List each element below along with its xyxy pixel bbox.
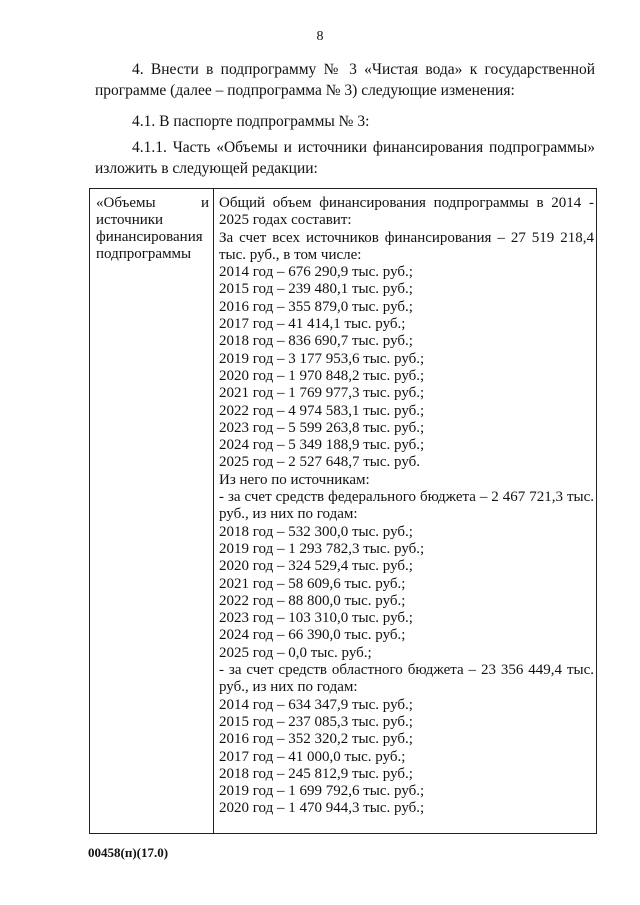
total-by-year-list xyxy=(219,264,594,472)
year-amount-line: 2021 год – 58 609,6 тыс. руб.; xyxy=(219,575,406,592)
year-amount-line: 2023 год – 103 310,0 тыс. руб.; xyxy=(219,610,413,627)
page-number: 8 xyxy=(316,29,324,44)
federal-by-year-list xyxy=(219,524,594,662)
year-amount-line: 2025 год – 0,0 тыс. руб.; xyxy=(219,644,372,661)
year-amount-line: 2015 год – 237 085,3 тыс. руб.; xyxy=(219,713,413,730)
year-amount-line: 2017 год – 41 000,0 тыс. руб.; xyxy=(219,748,406,765)
year-amount-line: 2018 год – 836 690,7 тыс. руб.; xyxy=(219,333,413,350)
year-amount-line: 2020 год – 1 970 848,2 тыс. руб.; xyxy=(219,367,425,384)
paragraph-amendment-intro: 4. Внести в подпрограмму № 3 «Чистая вода» к государственной программе (далее – подпрограмма № 3) следующие изменения: xyxy=(95,61,595,99)
paragraph-part-funding: 4.1.1. Часть «Объемы и источники финансирования подпрограммы» изложить в следующей редакции: xyxy=(95,139,595,177)
year-amount-line: 2020 год – 1 470 944,3 тыс. руб.; xyxy=(219,800,425,817)
body-paragraph xyxy=(95,137,595,179)
year-amount-line: 2016 год – 352 320,2 тыс. руб.; xyxy=(219,731,413,748)
regional-budget-line: - за счет средств областного бюджета – 23 356 449,4 тыс. руб., из них по годам: xyxy=(219,662,594,696)
year-amount-line: 2019 год – 3 177 953,6 тыс. руб.; xyxy=(219,350,425,367)
year-amount-line: 2019 год – 1 293 782,3 тыс. руб.; xyxy=(219,540,425,557)
paragraph-passport: 4.1. В паспорте подпрограммы № 3: xyxy=(132,113,370,130)
year-amount-line: 2015 год – 239 480,1 тыс. руб.; xyxy=(219,281,413,298)
year-amount-line: 2014 год – 676 290,9 тыс. руб.; xyxy=(219,264,413,281)
funding-row-label: «Объемы и источники финансирования подпрограммы xyxy=(96,195,209,262)
year-amount-line: 2024 год – 66 390,0 тыс. руб.; xyxy=(219,627,406,644)
year-amount-line: 2022 год – 4 974 583,1 тыс. руб.; xyxy=(219,402,425,419)
year-amount-line: 2023 год – 5 599 263,8 тыс. руб.; xyxy=(219,419,425,436)
table-left-cell xyxy=(90,189,214,833)
body-paragraph xyxy=(95,59,595,101)
table-right-cell xyxy=(214,189,597,833)
funding-table xyxy=(89,188,597,834)
document-code: 00458(п)(17.0) xyxy=(88,845,169,860)
funding-intro: Общий объем финансирования подпрограммы в 2014 - 2025 годах составит: xyxy=(219,195,594,229)
year-amount-line: 2014 год – 634 347,9 тыс. руб.; xyxy=(219,696,413,713)
federal-budget-line: - за счет средств федерального бюджета – 2 467 721,3 тыс. руб., из них по годам: xyxy=(219,489,594,523)
year-amount-line: 2020 год – 324 529,4 тыс. руб.; xyxy=(219,558,413,575)
year-amount-line: 2024 год – 5 349 188,9 тыс. руб.; xyxy=(219,437,425,454)
regional-by-year-list xyxy=(219,697,594,818)
body-paragraph xyxy=(95,111,595,132)
year-amount-line: 2017 год – 41 414,1 тыс. руб.; xyxy=(219,316,406,333)
funding-total-line: За счет всех источников финансирования – 27 519 218,4 тыс. руб., в том числе: xyxy=(219,229,594,263)
sources-heading: Из него по источникам: xyxy=(219,471,370,488)
year-amount-line: 2016 год – 355 879,0 тыс. руб.; xyxy=(219,298,413,315)
year-amount-line: 2018 год – 245 812,9 тыс. руб.; xyxy=(219,765,413,782)
year-amount-line: 2018 год – 532 300,0 тыс. руб.; xyxy=(219,523,413,540)
year-amount-line: 2019 год – 1 699 792,6 тыс. руб.; xyxy=(219,783,425,800)
year-amount-line: 2025 год – 2 527 648,7 тыс. руб. xyxy=(219,454,421,471)
year-amount-line: 2022 год – 88 800,0 тыс. руб.; xyxy=(219,592,406,609)
year-amount-line: 2021 год – 1 769 977,3 тыс. руб.; xyxy=(219,385,425,402)
